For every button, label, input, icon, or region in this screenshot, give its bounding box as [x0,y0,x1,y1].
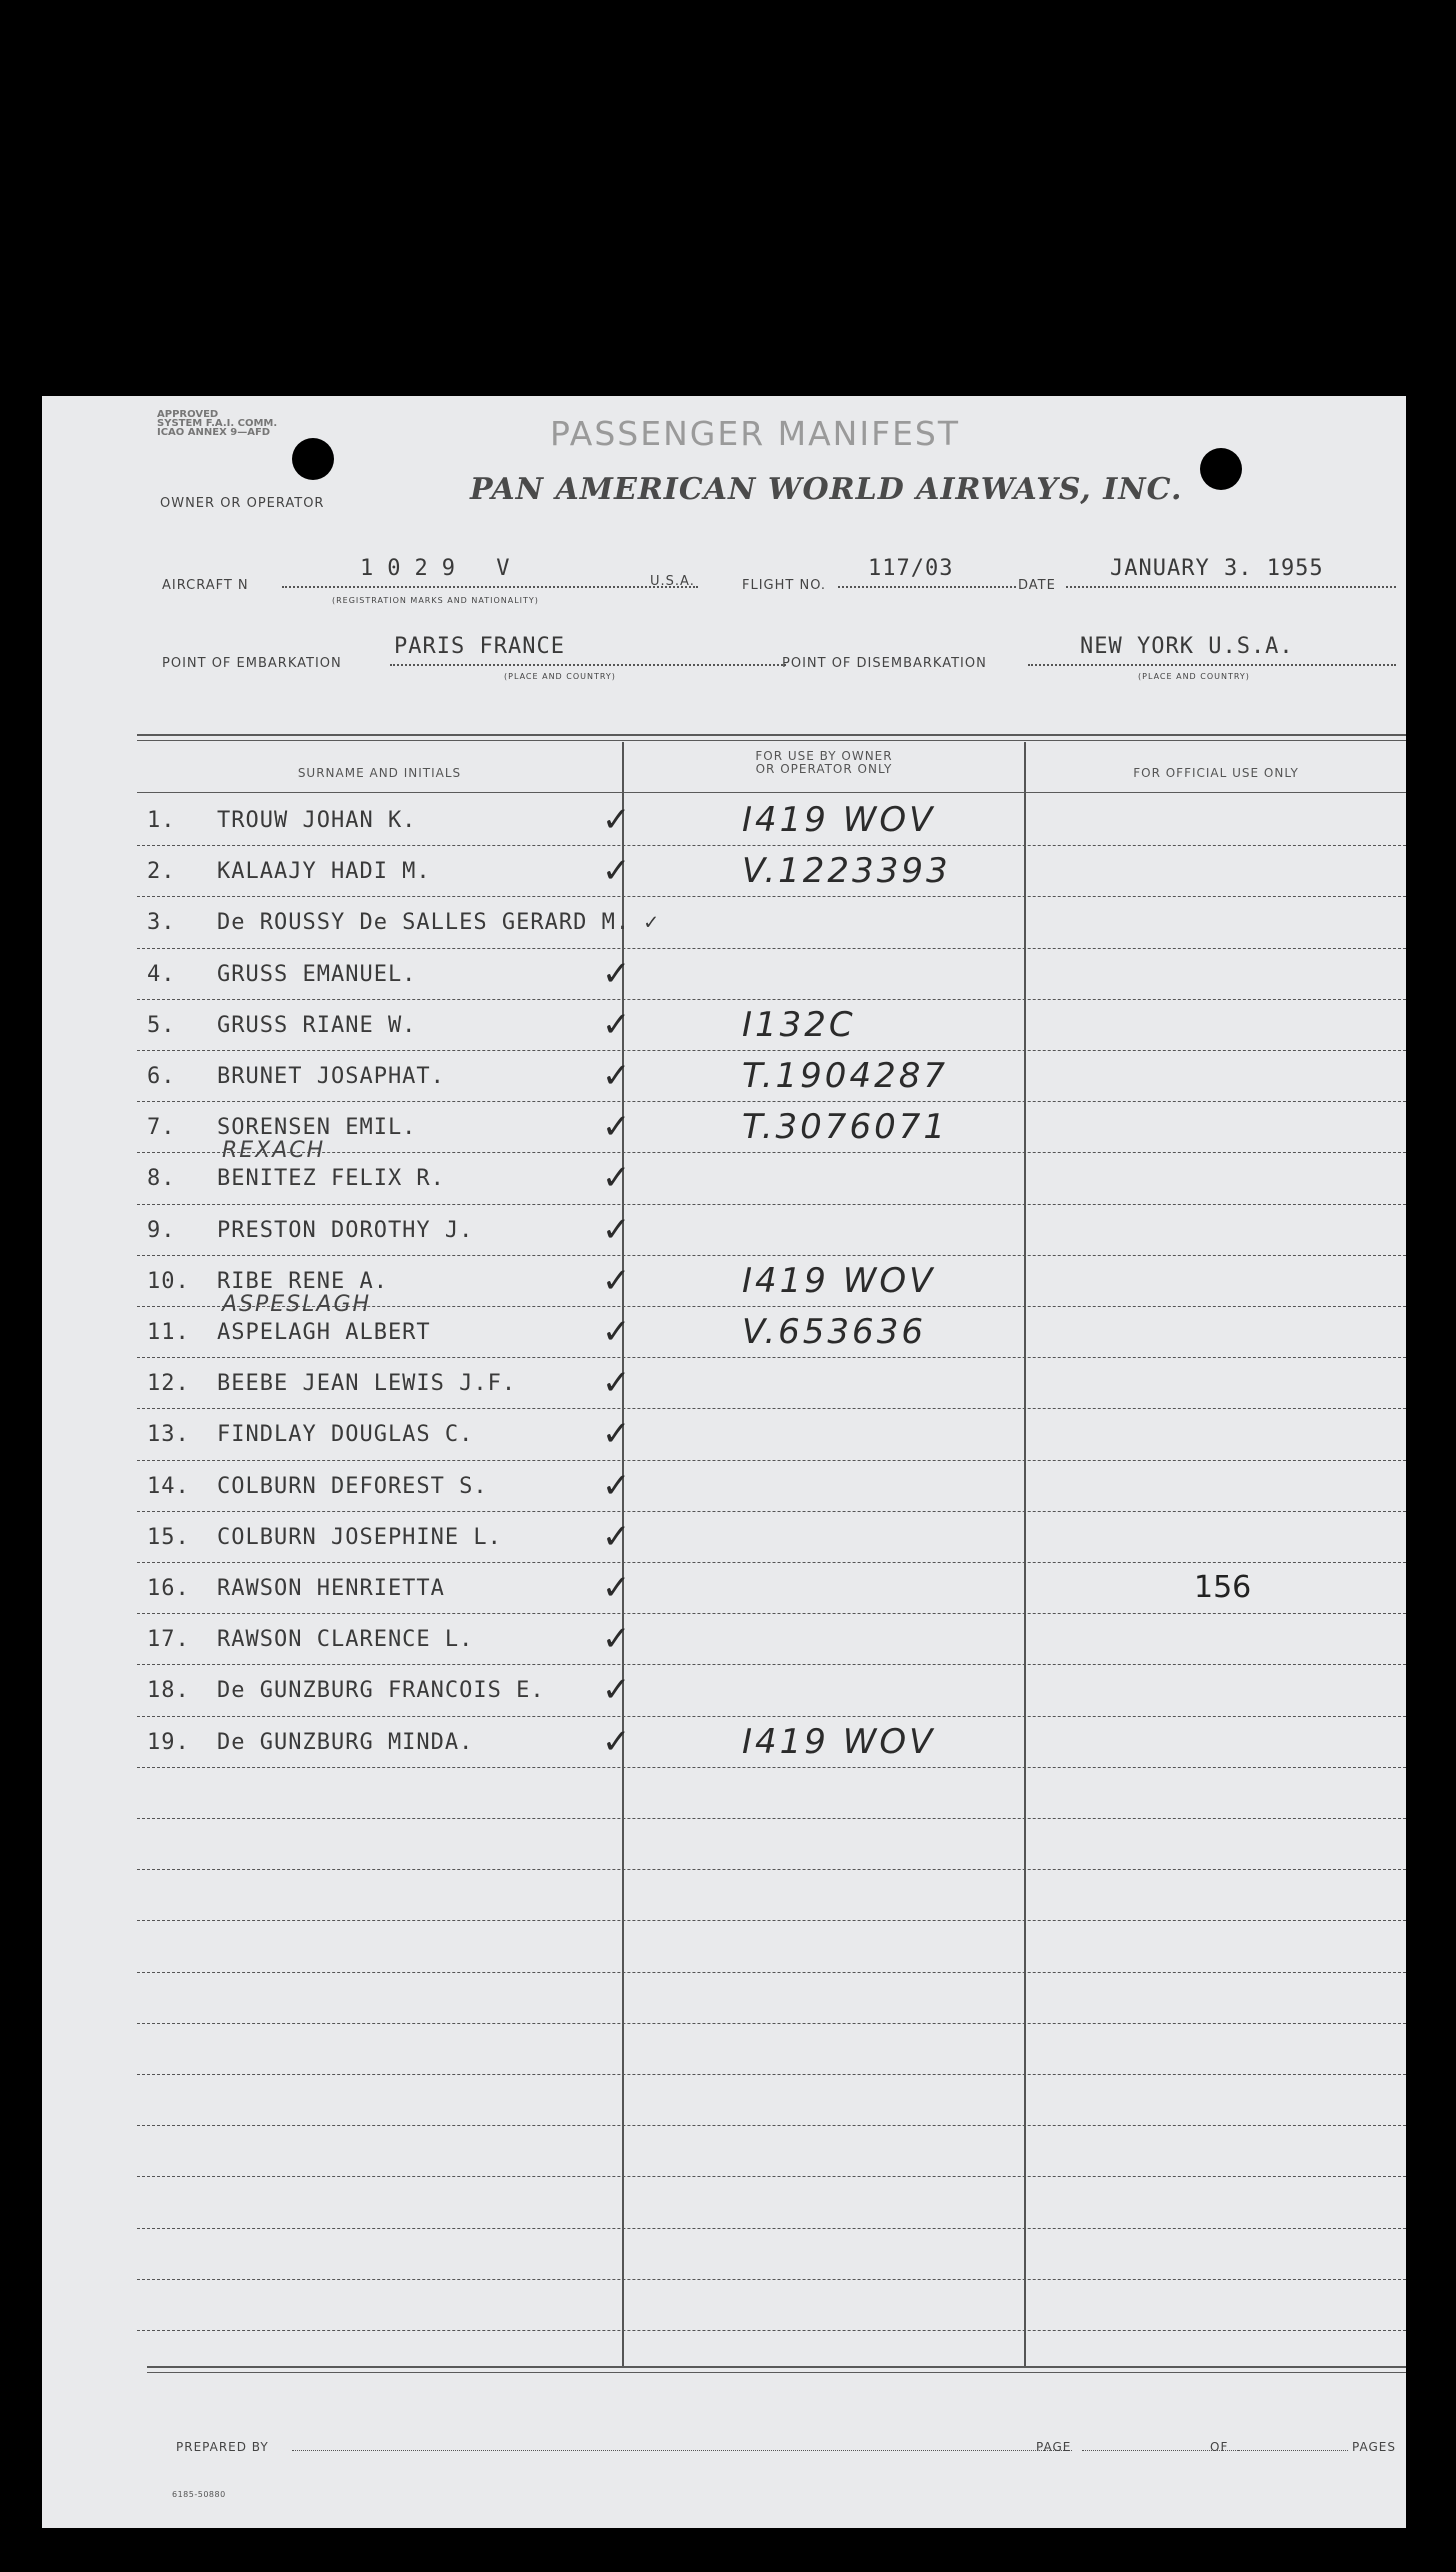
row-number: 4. [147,961,176,987]
table-bottom-rule [147,2366,1406,2368]
table-row [42,2230,1406,2280]
row-number: 7. [147,1115,176,1141]
row-line [137,2125,1406,2126]
row-line [137,1664,1406,1665]
passenger-rows [42,796,1406,2356]
check-mark: ✓ [602,1721,634,1762]
document-number: T.3076071 [742,1107,948,1148]
row-number: 6. [147,1064,176,1089]
row-line [137,896,1406,897]
owner-label: OWNER OR OPERATOR [160,496,325,511]
row-number: 8. [147,1166,176,1192]
row-line [137,845,1406,846]
row-line [137,1920,1406,1921]
passenger-name: SORENSEN EMIL. [217,1115,417,1141]
table-row [42,1922,1406,1972]
disembark-sub-label: (PLACE AND COUNTRY) [1138,672,1250,681]
row-line [137,1408,1406,1409]
row-number: 17. [147,1627,190,1653]
row-line [137,1255,1406,1256]
check-mark: ✓ [602,1465,634,1506]
passenger-name: TROUW JOHAN K. [217,808,417,833]
row-line [137,1204,1406,1205]
header-bottom-rule [137,792,1406,793]
row-line [137,1357,1406,1358]
row-line [137,1869,1406,1870]
disembark-line [1028,664,1396,666]
form-number: 6185-50880 [172,2490,226,2499]
passenger-name: GRUSS EMANUEL. [217,961,417,987]
row-line [137,1460,1406,1461]
table-row [42,1001,1406,1051]
row-line [137,999,1406,1000]
row-number: 18. [147,1678,190,1704]
row-number: 19. [147,1729,190,1755]
row-line [137,1767,1406,1768]
passenger-name: KALAAJY HADI M. [217,859,431,885]
check-mark: ✓ [602,953,634,994]
check-mark: ✓ [602,1107,634,1148]
row-line [137,1613,1406,1614]
prepared-by-label: PREPARED BY [176,2440,269,2454]
check-mark: ✓ [602,1363,634,1404]
aircraft-line [282,586,698,588]
table-row [42,796,1406,846]
of-label: OF [1210,2440,1229,2454]
passenger-name: COLBURN DEFOREST S. [217,1473,488,1499]
table-bottom-rule-2 [147,2372,1406,2373]
table-row [42,2025,1406,2075]
embark-line [390,664,786,666]
disembark-value: NEW YORK U.S.A. [1080,634,1294,659]
official-note: 156 [1194,1570,1252,1605]
table-row [42,1615,1406,1665]
check-mark: ✓ [602,1056,634,1096]
passenger-name: FINDLAY DOUGLAS C. [217,1422,474,1448]
table-top-rule [137,734,1406,736]
passenger-name: PRESTON DOROTHY J. [217,1217,474,1243]
passenger-name: BRUNET JOSAPHAT. [217,1064,445,1089]
row-line [137,1101,1406,1102]
check-mark: ✓ [602,1670,634,1711]
check-mark: ✓ [602,1260,634,1301]
document-number: I419 WOV [742,1260,936,1301]
document-number: I132C [742,1004,856,1045]
table-row [42,2178,1406,2228]
approval-stamp: APPROVED SYSTEM F.A.I. COMM. ICAO ANNEX 9—AFD [157,409,278,438]
row-line [137,2023,1406,2024]
passenger-name: RAWSON HENRIETTA [217,1576,445,1601]
check-mark: ✓ [602,1568,634,1608]
row-line [137,1562,1406,1563]
passenger-name: COLBURN JOSEPHINE L. [217,1524,502,1550]
table-row [42,1666,1406,1716]
check-mark: ✓ [602,1158,634,1199]
row-number: 9. [147,1217,176,1243]
passenger-name: De ROUSSY De SALLES GERARD M. ✓ [217,910,659,936]
passenger-name: GRUSS RIANE W. [217,1012,417,1038]
table-row [42,1974,1406,2024]
table-row [42,1052,1406,1102]
passenger-name: BENITEZ FELIX R. [217,1166,445,1192]
page-title: PASSENGER MANIFEST [550,414,961,453]
table-row [42,1410,1406,1460]
row-number: 1. [147,808,176,833]
row-line [137,1050,1406,1051]
table-row [42,1820,1406,1870]
embark-label: POINT OF EMBARKATION [162,656,342,671]
disembark-label: POINT OF DISEMBARKATION [782,656,987,671]
table-row [42,950,1406,1000]
usa-label: U.S.A. [650,574,695,589]
row-number: 5. [147,1012,176,1038]
pages-label: PAGES [1352,2440,1396,2454]
row-number: 12. [147,1371,190,1397]
table-row [42,1769,1406,1819]
row-line [137,2074,1406,2075]
table-row [42,1206,1406,1256]
row-line [137,2330,1406,2331]
aircraft-value: 1029 V [360,556,524,581]
row-number: 10. [147,1268,190,1294]
document-number: T.1904287 [742,1056,948,1096]
row-number: 2. [147,859,176,885]
passenger-name: De GUNZBURG FRANCOIS E. [217,1678,545,1704]
check-mark: ✓ [602,851,634,892]
punch-hole-left [292,438,334,480]
column-header-owner-use: FOR USE BY OWNER OR OPERATOR ONLY [755,749,893,776]
row-line [137,2176,1406,2177]
table-row [42,847,1406,897]
row-number: 14. [147,1473,190,1499]
date-label: DATE [1018,578,1056,593]
embark-value: PARIS FRANCE [394,634,565,659]
table-row [42,1292,1406,1358]
document-number: V.653636 [742,1312,926,1352]
column-header-official-use: FOR OFFICIAL USE ONLY [1133,766,1299,780]
check-mark: ✓ [602,1516,634,1557]
embark-sub-label: (PLACE AND COUNTRY) [504,672,616,681]
row-number: 3. [147,910,176,936]
page-label: PAGE [1036,2440,1072,2454]
row-line [137,948,1406,949]
column-header-surname: SURNAME AND INITIALS [297,766,462,780]
flight-line [838,586,1016,588]
check-mark: ✓ [602,1004,634,1045]
flight-value: 117/03 [868,556,954,581]
passenger-name: RIBE RENE A. [217,1268,388,1294]
row-line [137,1972,1406,1973]
document-number: V.1223393 [742,851,951,892]
passenger-name: De GUNZBURG MINDA. [217,1729,474,1755]
table-row [42,1871,1406,1921]
manifest-sheet [42,396,1406,2528]
check-mark: ✓ [602,1312,634,1352]
table-row [42,898,1406,948]
document-number: I419 WOV [742,1721,936,1762]
owner-name: PAN AMERICAN WORLD AIRWAYS, INC. [470,472,1183,507]
row-line [137,2279,1406,2280]
row-line [137,1152,1406,1153]
check-mark: ✓ [602,800,634,840]
table-row [42,1718,1406,1768]
table-row [42,2076,1406,2126]
table-row [42,1359,1406,1409]
row-line [137,1818,1406,1819]
row-line [137,1716,1406,1717]
date-line [1066,586,1396,588]
row-number: 16. [147,1576,190,1601]
check-mark: ✓ [602,1414,634,1455]
of-line [1238,2450,1348,2451]
row-number: 13. [147,1422,190,1448]
document-number: I419 WOV [742,800,936,840]
row-line [137,1511,1406,1512]
check-mark: ✓ [602,1619,634,1660]
table-row [42,1462,1406,1512]
name-correction: ASPESLAGH [222,1292,372,1317]
table-top-rule-2 [137,740,1406,741]
row-number: 11. [147,1320,190,1345]
table-row [42,2281,1406,2331]
passenger-table [42,734,1406,2446]
table-row [42,1138,1406,1204]
passenger-name: RAWSON CLARENCE L. [217,1627,474,1653]
date-value: JANUARY 3. 1955 [1110,556,1324,581]
flight-label: FLIGHT NO. [742,578,827,593]
table-row [42,2127,1406,2177]
row-line [137,2228,1406,2229]
check-mark: ✓ [602,1209,634,1250]
table-row [42,1513,1406,1563]
passenger-name: BEEBE JEAN LEWIS J.F. [217,1371,517,1397]
prepared-by-line [292,2450,1072,2451]
aircraft-label: AIRCRAFT N [162,578,249,593]
row-number: 15. [147,1524,190,1550]
name-correction: REXACH [222,1138,326,1164]
table-row [42,1564,1406,1614]
passenger-name: ASPELAGH ALBERT [217,1320,431,1345]
punch-hole-right [1200,448,1242,490]
aircraft-sub-label: (REGISTRATION MARKS AND NATIONALITY) [332,596,539,605]
